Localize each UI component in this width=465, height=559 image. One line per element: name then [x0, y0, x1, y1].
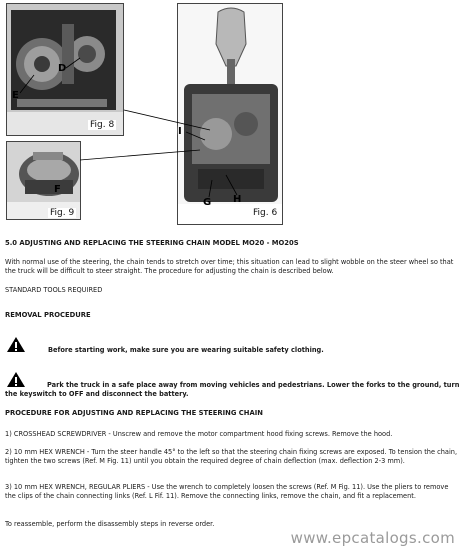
removal-heading: REMOVAL PROCEDURE — [5, 311, 91, 319]
warning-icon — [6, 336, 26, 353]
callout-d: D — [58, 63, 67, 74]
callout-f: F — [54, 184, 61, 195]
callout-g: G — [203, 197, 212, 208]
warning-park-truck: Park the truck in a safe place away from moving vehicles and pedestrians. Lower the forks to the ground, turn the keyswitch to OFF and disconnect the battery. — [5, 381, 460, 398]
intro-paragraph: With normal use of the steering, the chain tends to stretch over time; this situation can lead to slight wobble on the steer wheel so that the truck will be difficult to steer straight. The procedure for adjusting the chain is described below. — [5, 258, 454, 275]
callout-e: E — [12, 90, 19, 101]
step-3: 3) 10 mm HEX WRENCH, REGULAR PLIERS - Use the wrench to completely loosen the screws (Ref. M Fig. 11). Use the pliers to remove the clips of the chain connecting links (Ref. L Fif. 11). Remove the connecting links, remove the chain, and fit a replacement. — [5, 483, 449, 500]
figure-9-caption: Fig. 9 — [50, 208, 75, 218]
step-1: 1) CROSSHEAD SCREWDRIVER - Unscrew and remove the motor compartment hood fixing screws. Remove the hood. — [5, 430, 393, 438]
step-2: 2) 10 mm HEX WRENCH - Turn the steer handle 45° to the left so that the steering chain fixing screws are exposed. To tension the chain, tighten the two screws (Ref. M Fig. 11) until you obtain the required degree of chain deflection (max. deflection 2-3 mm). — [5, 448, 458, 465]
watermark: www.epcatalogs.com — [290, 529, 455, 547]
procedure-heading: PROCEDURE FOR ADJUSTING AND REPLACING THE STEERING CHAIN — [5, 409, 263, 417]
reassemble-note: To reassemble, perform the disassembly steps in reverse order. — [5, 520, 215, 528]
leader-lines — [0, 0, 465, 230]
tools-required: STANDARD TOOLS REQUIRED — [5, 286, 103, 294]
figure-8-caption: Fig. 8 — [90, 120, 115, 130]
figure-6-caption: Fig. 6 — [253, 208, 278, 218]
section-title: 5.0 ADJUSTING AND REPLACING THE STEERING CHAIN MODEL MO20 - MO20S — [5, 239, 299, 247]
warning-safety-clothing: Before starting work, make sure you are wearing suitable safety clothing. — [48, 346, 324, 354]
callout-h: H — [233, 194, 242, 205]
callout-i: I — [178, 126, 182, 137]
